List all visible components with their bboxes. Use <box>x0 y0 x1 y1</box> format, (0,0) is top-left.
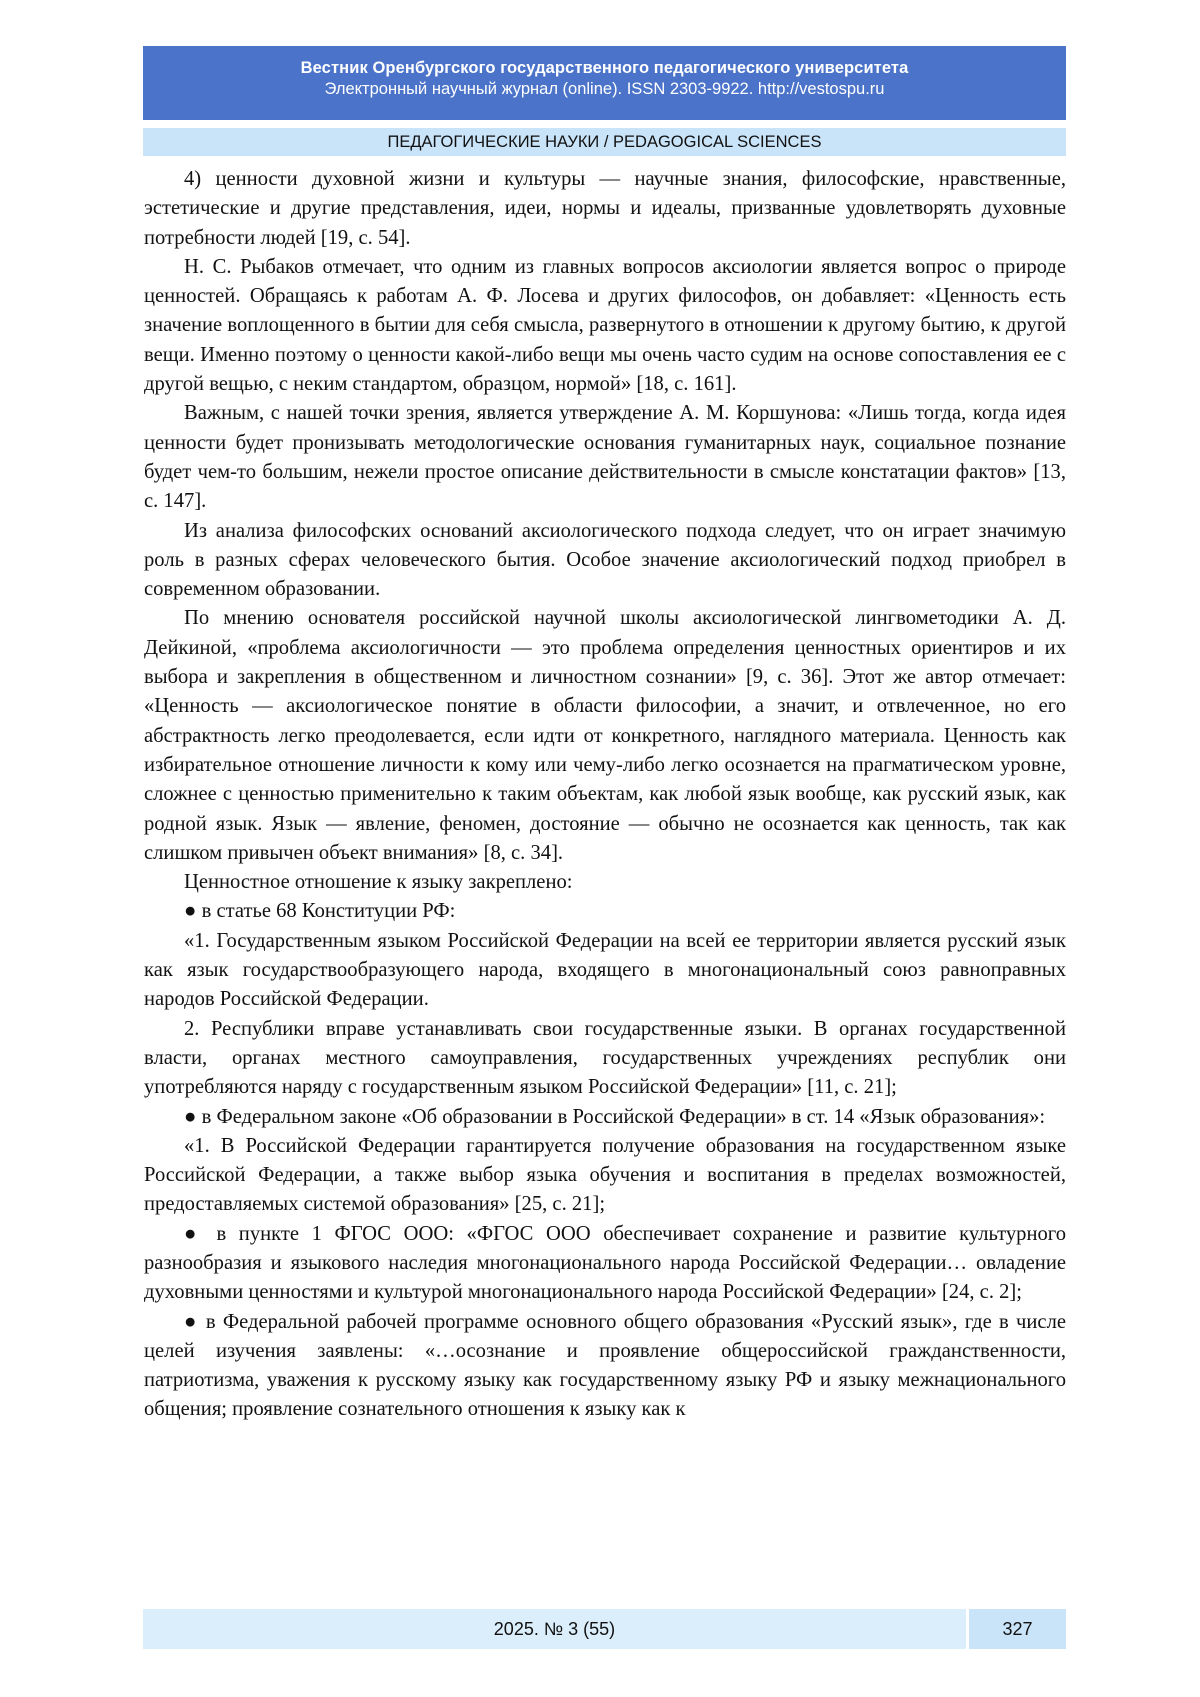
journal-title: Вестник Оренбургского государственного педагогического университета <box>300 59 909 77</box>
paragraph: Ценностное отношение к языку закреплено: <box>184 871 573 894</box>
page-footer <box>143 1609 1066 1649</box>
journal-header <box>143 46 1066 120</box>
article-body <box>144 165 1066 1425</box>
quote-paragraph: «1. В Российской Федерации гарантируется получение образования на государственном языке Российской Федерации, а также выбор языка обучения и воспитания в пределах возможностей, предоставляемых системой образования» [25, с. 21]; <box>144 1134 1066 1216</box>
paragraph: Важным, с нашей точки зрения, является утверждение А. М. Коршунова: «Лишь тогда, когда идея ценности будет пронизывать методологические основания гуманитарных наук, социальное познание будет чем-то большим, нежели простое описание действительности в смысле констатации фактов» [13, с. 147]. <box>144 402 1066 513</box>
bullet-item: ● в статье 68 Конституции РФ: <box>184 900 456 923</box>
paragraph: Н. С. Рыбаков отмечает, что одним из главных вопросов аксиологии является вопрос о природе ценностей. Обращаясь к работам А. Ф. Лосева и других философов, он добавляет: «Ценность есть значение воплощенного в бытии для себя смысла, развернутого в отношении к другому бытию, к другой вещи. Именно поэтому о ценности какой-либо вещи мы очень часто судим на основе сопоставления ее с другой вещью, с неким стандартом, образцом, нормой» [18, с. 161]. <box>144 255 1066 396</box>
issue-number: 2025. № 3 (55) <box>143 1609 966 1649</box>
bullet-item: ● в Федеральной рабочей программе основного общего образования «Русский язык», где в числе целей изучения заявлены: «…осознание и проявление общероссийской гражданственности, патриотизма, уважения к русскому языку как государственному языку РФ и языку межнационального общения; проявление сознательного отношения к языку как к <box>144 1310 1066 1421</box>
paragraph: По мнению основателя российской научной школы аксиологической лингвометодики А. Д. Дейкиной, «проблема аксиологичности — это проблема определения ценностных ориентиров и их выбора и закрепления в общественном и личностном сознании» [9, с. 36]. Этот же автор отмечает: «Ценность — аксиологическое понятие в области философии, а значит, и отвлеченное, но его абстрактность легко преодолевается, если идти от конкретного, наглядного материала. Ценность как избирательное отношение личности к кому или чему-либо легко осознается на прагматическом уровне, сложнее с ценностью применительно к таким объектам, как любой язык вообще, как русский язык, как родной язык. Язык — явление, феномен, достояние — обычно не осознается как ценность, так как слишком привычен объект внимания» [8, с. 34]. <box>144 607 1066 864</box>
quote-paragraph: «1. Государственным языком Российской Федерации на всей ее территории является русский язык как язык государствообразующего народа, входящего в многонациональный союз равноправных народов Российской Федерации. <box>144 929 1066 1011</box>
paragraph: 4) ценности духовной жизни и культуры — научные знания, философские, нравственные, эстетические и другие представления, идеи, нормы и идеалы, призванные удовлетворять духовные потребности людей [19, с. 54]. <box>144 168 1066 249</box>
section-title: ПЕДАГОГИЧЕСКИЕ НАУКИ / PEDAGOGICAL SCIENCES <box>143 128 1066 156</box>
quote-paragraph: 2. Республики вправе устанавливать свои государственные языки. В органах государственной власти, органах местного самоуправления, государственных учреждениях республик они употребляются наряду с государственным языком Российской Федерации» [11, с. 21]; <box>144 1017 1066 1099</box>
journal-subtitle: Электронный научный журнал (online). ISSN 2303-9922. http://vestospu.ru <box>324 80 885 98</box>
paragraph: Из анализа философских оснований аксиологического подхода следует, что он играет значимую роль в разных сферах человеческого бытия. Особое значение аксиологический подход приобрел в современном образовании. <box>144 519 1066 601</box>
bullet-item: ● в пункте 1 ФГОС ООО: «ФГОС ООО обеспечивает сохранение и развитие культурного разнообразия и языкового наследия многонационального народа Российской Федерации… овладение духовными ценностями и культурой многонационального народа Российской Федерации» [24, с. 2]; <box>144 1222 1066 1304</box>
page-number: 327 <box>969 1609 1066 1649</box>
bullet-item: ● в Федеральном законе «Об образовании в Российской Федерации» в ст. 14 «Язык образования»: <box>184 1105 1046 1128</box>
